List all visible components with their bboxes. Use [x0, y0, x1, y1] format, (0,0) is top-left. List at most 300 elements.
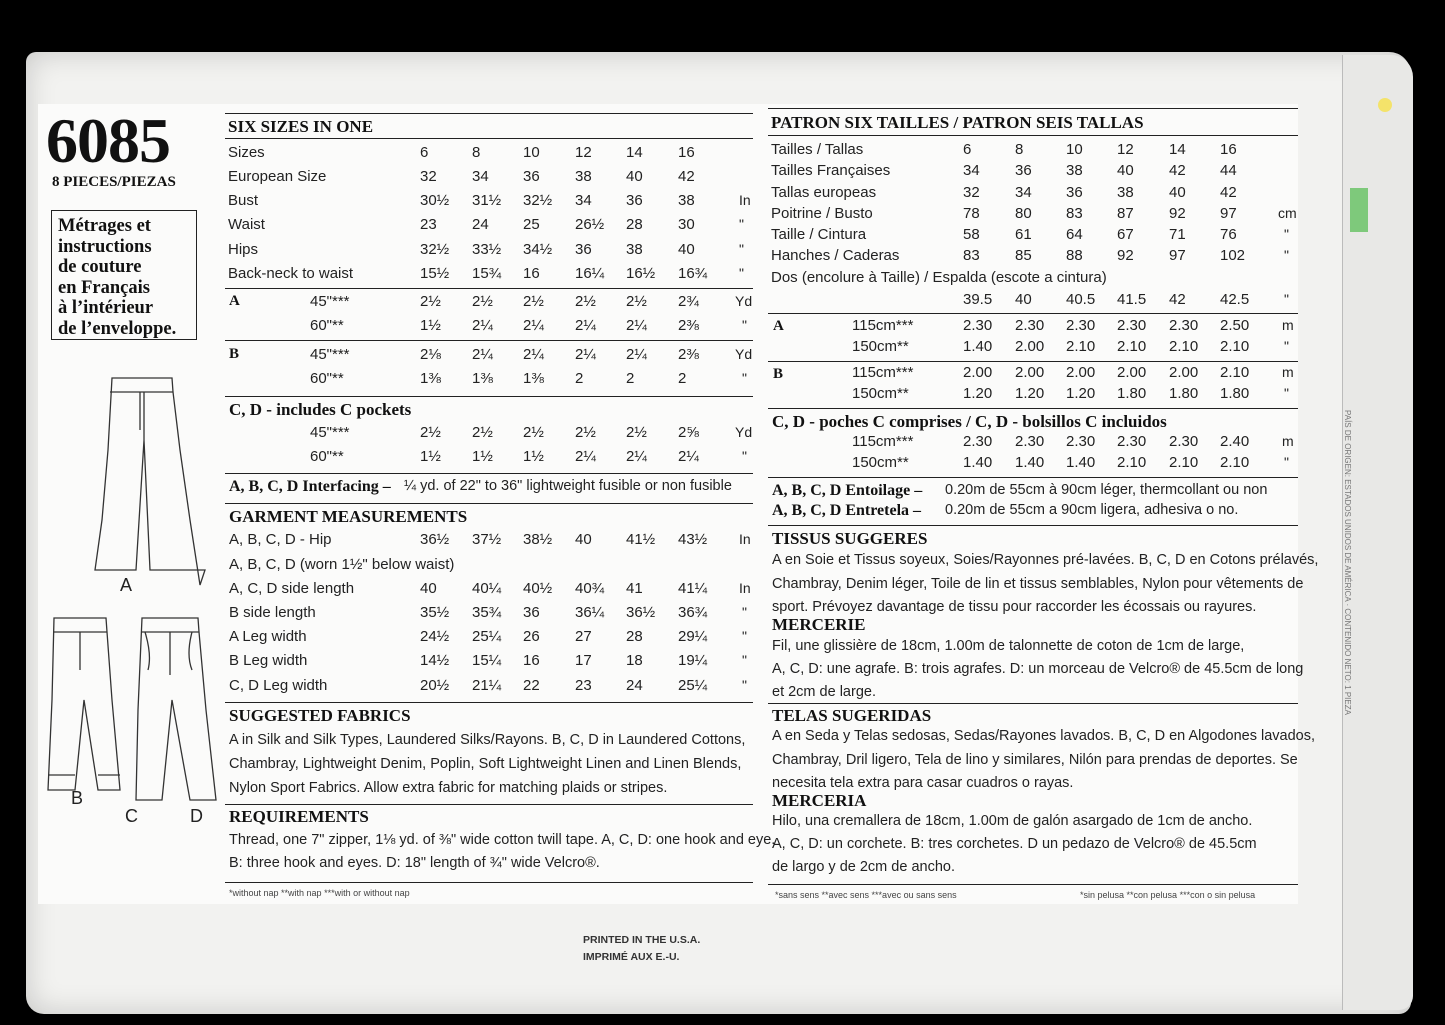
yardage-a-row-value: 2½ — [575, 293, 596, 310]
meter-cd-row-value: 2.30 — [963, 433, 993, 450]
size-row-value: 36 — [575, 241, 592, 258]
size-row-value: 24 — [472, 216, 489, 233]
meter-b-row-value: 1.20 — [1015, 385, 1045, 402]
size-row-value: 40 — [678, 241, 695, 258]
meter-b-row-value: 1.20 — [1066, 385, 1096, 402]
yardage-cd-row-unit: Yd — [735, 424, 753, 440]
requirements-line: Thread, one 7" zipper, 1⅛ yd. of ⅜" wide cotton twill tape. A, C, D: one hook and eye. — [229, 832, 776, 848]
view-label-d: D — [190, 806, 203, 826]
telas-line: A en Seda y Telas sedosas, Sedas/Rayones lavados. B, C, D en Algodones lavados, — [772, 728, 1316, 744]
pattern-number: 6085 — [46, 105, 170, 176]
section-rule — [768, 703, 1298, 704]
interfacing-text: ¼ yd. of 22" to 36" lightweight fusible or non fusible — [404, 478, 732, 494]
mercerie-title: MERCERIE — [772, 615, 866, 634]
taille-row-label: Hanches / Caderas — [771, 247, 900, 264]
garment-row-value: 18 — [626, 652, 643, 669]
size-row-value: 16¼ — [575, 265, 605, 282]
yardage-cd-row-value: 2½ — [575, 424, 596, 441]
taille-row-value: 10 — [1066, 141, 1083, 158]
meter-cd-row-value: 2.30 — [1169, 433, 1199, 450]
garment-row-label: A, B, C, D (worn 1½" below waist) — [229, 556, 455, 573]
sticker-dot — [1378, 98, 1392, 112]
fabrics-line: Nylon Sport Fabrics. Allow extra fabric for matching plaids or stripes. — [229, 780, 668, 796]
taille-row-value: 97 — [1220, 205, 1237, 222]
view-a-label: A — [229, 293, 240, 309]
size-row-label: Sizes — [228, 144, 265, 161]
view-b-drawing — [48, 618, 120, 790]
meter-a-row-value: 2.30 — [1117, 317, 1147, 334]
entoilage-title: A, B, C, D Entoilage – — [772, 482, 923, 499]
yardage-a-row-value: 2½ — [472, 293, 493, 310]
size-row-value: 6 — [420, 144, 429, 161]
view-label-c: C — [125, 806, 138, 826]
section-rule — [768, 477, 1298, 478]
meter-a-row-unit: m — [1282, 317, 1294, 333]
meter-a-row-label: 150cm** — [852, 338, 909, 355]
garment-row-value: 36¾ — [678, 604, 708, 621]
dos-value: 40.5 — [1066, 291, 1096, 308]
yardage-b-row-value: 2¼ — [575, 346, 596, 363]
section-rule — [225, 340, 753, 341]
section-rule — [225, 288, 753, 289]
taille-row-value: 38 — [1066, 162, 1083, 179]
meter-a-row-value: 2.30 — [1015, 317, 1045, 334]
size-row-value: 14 — [626, 144, 643, 161]
taille-row-value: 14 — [1169, 141, 1186, 158]
taille-row-value: 42 — [1169, 162, 1186, 179]
size-row-value: 16 — [678, 144, 695, 161]
size-row-unit: In — [739, 192, 751, 208]
meter-cd-row-label: 115cm*** — [852, 433, 914, 450]
meter-b-row-value: 1.80 — [1117, 385, 1147, 402]
mercerie-line: et 2cm de large. — [772, 684, 876, 700]
garment-row-value: 37½ — [472, 531, 502, 548]
merceria-line: A, C, D: un corchete. B: tres corchetes. D un pedazo de Velcro® de 45.5cm — [772, 836, 1257, 852]
french-line: de couture — [58, 257, 142, 277]
yardage-b-row-value: 2⅜ — [678, 346, 699, 363]
size-row-value: 28 — [626, 216, 643, 233]
taille-row-value: 12 — [1117, 141, 1134, 158]
section-rule — [225, 396, 753, 397]
taille-row-value: 34 — [963, 162, 980, 179]
meter-cd-row-value: 2.10 — [1169, 454, 1199, 471]
yardage-cd-row-value: 2¼ — [575, 448, 596, 465]
size-row-value: 32½ — [523, 192, 553, 209]
meter-b-row-value: 2.00 — [1117, 364, 1147, 381]
garment-row-value: 40 — [575, 531, 592, 548]
meter-cd-row-value: 1.40 — [1066, 454, 1096, 471]
dos-value: 41.5 — [1117, 291, 1147, 308]
size-row-unit: " — [739, 265, 744, 281]
view-cd-drawing — [136, 618, 216, 800]
garment-measurements-title: GARMENT MEASUREMENTS — [229, 507, 468, 526]
yardage-b-row-unit: " — [742, 370, 747, 386]
taille-row-value: 40 — [1117, 162, 1134, 179]
garment-row-value: 20½ — [420, 677, 450, 694]
taille-row-value: 6 — [963, 141, 972, 158]
meter-a-row-unit: " — [1284, 338, 1289, 354]
yardage-b-row-value: 1⅜ — [472, 370, 493, 387]
meter-cd-row-value: 2.10 — [1117, 454, 1147, 471]
tissus-title: TISSUS SUGGERES — [772, 529, 928, 548]
yardage-a-row-value: 2½ — [626, 293, 647, 310]
section-rule — [768, 313, 1298, 314]
meter-a-label: A — [773, 318, 784, 334]
dos-value: 42 — [1169, 291, 1186, 308]
yardage-b-row-label: 60"** — [310, 370, 344, 387]
garment-row-unit: " — [742, 652, 747, 668]
taille-row-value: 71 — [1169, 226, 1186, 243]
french-instructions-box — [51, 210, 197, 340]
size-row-value: 34½ — [523, 241, 553, 258]
yardage-cd-row-value: 1½ — [420, 448, 441, 465]
tissus-line: sport. Prévoyez davantage de tissu pour raccorder les écossais ou rayures. — [772, 599, 1257, 615]
garment-row-value: 41¼ — [678, 580, 708, 597]
yardage-a-row-value: 2¼ — [523, 317, 544, 334]
section-rule — [225, 473, 753, 474]
poches-title: C, D - poches C comprises / C, D - bolsillos C incluidos — [772, 412, 1167, 431]
garment-row-value: 29¼ — [678, 628, 708, 645]
garment-row-value: 40 — [420, 580, 437, 597]
yardage-a-row-label: 45"*** — [310, 293, 350, 310]
taille-row-value: 16 — [1220, 141, 1237, 158]
yardage-cd-row-value: 2½ — [523, 424, 544, 441]
taille-row-label: Tailles / Tallas — [771, 141, 864, 158]
taille-row-unit: cm — [1278, 205, 1297, 221]
yardage-cd-row-value: 1½ — [523, 448, 544, 465]
meter-b-label: B — [773, 366, 784, 382]
yardage-a-row-value: 2¼ — [626, 317, 647, 334]
merceria-line: Hilo, una cremallera de 18cm, 1.00m de galón asargado de 1cm de ancho. — [772, 813, 1253, 829]
garment-row-value: 28 — [626, 628, 643, 645]
six-sizes-title: SIX SIZES IN ONE — [228, 117, 374, 136]
french-line: instructions — [58, 236, 152, 257]
yardage-a-row-value: 1½ — [420, 317, 441, 334]
meter-cd-row-unit: " — [1284, 454, 1289, 470]
size-row-value: 38 — [678, 192, 695, 209]
meter-b-row-label: 115cm*** — [852, 364, 914, 381]
garment-row-value: 40½ — [523, 580, 553, 597]
fabrics-line: A in Silk and Silk Types, Laundered Silks/Rayons. B, C, D in Laundered Cottons, — [229, 732, 746, 748]
yardage-a-row-value: 2¾ — [678, 293, 699, 310]
meter-b-row-value: 2.10 — [1220, 364, 1250, 381]
meter-b-row-value: 2.00 — [963, 364, 993, 381]
meter-a-row-value: 2.10 — [1169, 338, 1199, 355]
dos-unit: " — [1284, 291, 1289, 307]
meter-a-row-value: 1.40 — [963, 338, 993, 355]
meter-a-row-value: 2.30 — [963, 317, 993, 334]
taille-row-value: 58 — [963, 226, 980, 243]
yardage-cd-row-value: 2¼ — [626, 448, 647, 465]
fabrics-line: Chambray, Lightweight Denim, Poplin, Soft Lightweight Linen and Linen Blends, — [229, 756, 742, 772]
size-row-value: 38 — [626, 241, 643, 258]
yardage-b-row-label: 45"*** — [310, 346, 350, 363]
meter-a-row-value: 2.30 — [1169, 317, 1199, 334]
size-row-value: 16 — [523, 265, 540, 282]
size-row-value: 34 — [575, 192, 592, 209]
taille-row-value: 36 — [1015, 162, 1032, 179]
yardage-cd-row-value: 2½ — [626, 424, 647, 441]
printed-line: PRINTED IN THE U.S.A. — [583, 934, 701, 946]
dos-value: 42.5 — [1220, 291, 1250, 308]
section-rule — [225, 138, 753, 139]
size-row-value: 16½ — [626, 265, 656, 282]
taille-row-label: Tallas europeas — [771, 184, 877, 201]
meter-a-row-value: 2.50 — [1220, 317, 1250, 334]
section-rule — [225, 804, 753, 805]
patron-title: PATRON SIX TAILLES / PATRON SEIS TALLAS — [771, 113, 1144, 132]
yardage-a-row-value: 2⅜ — [678, 317, 699, 334]
meter-cd-row-value: 1.40 — [1015, 454, 1045, 471]
garment-row-value: 40¾ — [575, 580, 605, 597]
view-label-a: A — [120, 575, 133, 595]
meter-cd-row-unit: m — [1282, 433, 1294, 449]
yardage-b-row-value: 2¼ — [472, 346, 493, 363]
pieces-count: 8 PIECES/PIEZAS — [52, 174, 176, 190]
meter-a-row-value: 2.10 — [1066, 338, 1096, 355]
meter-a-row-value: 2.30 — [1066, 317, 1096, 334]
size-row-label: Back-neck to waist — [228, 265, 354, 282]
french-line: à l’intérieur — [58, 298, 154, 318]
green-tab — [1350, 188, 1368, 232]
view-label-b: B — [71, 788, 84, 808]
meter-b-row-value: 1.20 — [963, 385, 993, 402]
size-row-value: 40 — [626, 168, 643, 185]
dos-value: 39.5 — [963, 291, 993, 308]
garment-row-unit: " — [742, 604, 747, 620]
size-row-value: 30 — [678, 216, 695, 233]
garment-row-label: A, C, D side length — [229, 580, 355, 597]
size-row-value: 38 — [575, 168, 592, 185]
taille-row-unit: " — [1284, 247, 1289, 263]
yardage-b-row-unit: Yd — [735, 346, 753, 362]
yardage-a-row-value: 2½ — [420, 293, 441, 310]
footnote-es: *sin pelusa **con pelusa ***con o sin pelusa — [1080, 890, 1256, 900]
meter-b-row-unit: m — [1282, 364, 1294, 380]
yardage-a-row-value: 2½ — [523, 293, 544, 310]
meter-cd-row-value: 2.30 — [1066, 433, 1096, 450]
size-row-value: 32 — [420, 168, 437, 185]
taille-row-value: 36 — [1066, 184, 1083, 201]
yardage-cd-row-label: 60"** — [310, 448, 344, 465]
meter-b-row-value: 2.00 — [1015, 364, 1045, 381]
garment-row-label: B Leg width — [229, 652, 308, 669]
taille-row-label: Taille / Cintura — [771, 226, 867, 243]
taille-row-value: 97 — [1169, 247, 1186, 264]
french-line: Métrages et — [58, 216, 151, 236]
size-row-label: Bust — [228, 192, 259, 209]
yardage-b-row-value: 2 — [575, 370, 584, 387]
taille-row-value: 67 — [1117, 226, 1134, 243]
taille-row-value: 64 — [1066, 226, 1083, 243]
garment-row-value: 43½ — [678, 531, 708, 548]
section-rule — [225, 113, 753, 114]
tissus-line: A en Soie et Tissus soyeux, Soies/Rayonnes pré-lavées. B, C, D en Cotons prélavés, — [772, 552, 1319, 568]
taille-row-value: 32 — [963, 184, 980, 201]
garment-row-value: 36 — [523, 604, 540, 621]
garment-row-value: 24 — [626, 677, 643, 694]
telas-line: necesita tela extra para casar cuadros o rayas. — [772, 775, 1074, 791]
garment-row-value: 27 — [575, 628, 592, 645]
meter-cd-row-value: 2.30 — [1117, 433, 1147, 450]
taille-row-value: 38 — [1117, 184, 1134, 201]
size-row-label: European Size — [228, 168, 327, 185]
section-rule — [225, 503, 753, 504]
garment-row-value: 38½ — [523, 531, 553, 548]
size-row-value: 12 — [575, 144, 592, 161]
garment-row-value: 23 — [575, 677, 592, 694]
suggested-fabrics-title: SUGGESTED FABRICS — [229, 706, 411, 725]
garment-row-value: 22 — [523, 677, 540, 694]
merceria-title: MERCERIA — [772, 791, 867, 810]
taille-row-value: 76 — [1220, 226, 1237, 243]
taille-row-value: 40 — [1169, 184, 1186, 201]
yardage-cd-row-unit: " — [742, 448, 747, 464]
yardage-cd-row-value: 2½ — [472, 424, 493, 441]
meter-a-row-value: 2.10 — [1117, 338, 1147, 355]
size-row-unit: " — [739, 241, 744, 257]
garment-row-unit: In — [739, 580, 751, 596]
taille-row-value: 78 — [963, 205, 980, 222]
yardage-b-row-value: 2¼ — [626, 346, 647, 363]
size-row-value: 34 — [472, 168, 489, 185]
telas-line: Chambray, Dril ligero, Tela de lino y similares, Nilón para prendas de deportes. Se — [772, 751, 1298, 768]
garment-row-value: 40¼ — [472, 580, 502, 597]
meter-a-row-label: 115cm*** — [852, 317, 914, 334]
garment-row-value: 14½ — [420, 652, 450, 669]
meter-b-row-label: 150cm** — [852, 385, 909, 402]
yardage-cd-row-label: 45"*** — [310, 424, 350, 441]
mercerie-line: A, C, D: une agrafe. B: trois agrafes. D: un morceau de Velcro® de 45.5cm de long — [772, 661, 1304, 677]
yardage-cd-row-value: 2½ — [420, 424, 441, 441]
size-row-unit: " — [739, 216, 744, 232]
mercerie-line: Fil, une glissière de 18cm, 1.00m de talonnette de coton de 1cm de large, — [772, 638, 1245, 654]
printed-line: IMPRIMÉ AUX E.-U. — [583, 951, 680, 963]
meter-b-row-value: 2.00 — [1066, 364, 1096, 381]
size-row-value: 10 — [523, 144, 540, 161]
size-row-value: 33½ — [472, 241, 502, 258]
view-a-drawing — [95, 378, 205, 585]
garment-row-value: 25¼ — [678, 677, 708, 694]
size-row-value: 36 — [523, 168, 540, 185]
yardage-a-row-unit: " — [742, 317, 747, 333]
meter-b-row-value: 1.80 — [1220, 385, 1250, 402]
french-line: en Français — [58, 277, 150, 298]
yardage-b-row-value: 2 — [626, 370, 635, 387]
taille-row-value: 34 — [1015, 184, 1032, 201]
size-row-label: Hips — [228, 241, 259, 258]
garment-row-value: 25¼ — [472, 628, 502, 645]
garment-row-value: 41½ — [626, 531, 656, 548]
garment-row-value: 41 — [626, 580, 643, 597]
taille-row-label: Poitrine / Busto — [771, 205, 873, 222]
meter-cd-row-value: 2.40 — [1220, 433, 1250, 450]
dos-label: Dos (encolure à Taille) / Espalda (escote a cintura) — [771, 269, 1107, 286]
garment-row-value: 15¼ — [472, 652, 502, 669]
taille-row-value: 80 — [1015, 205, 1032, 222]
garment-row-value: 16 — [523, 652, 540, 669]
edge-print: PAÍS DE ORIGEN: ESTADOS UNIDOS DE AMÉRICA · CONTENIDO NETO: 1 PIEZA — [1343, 410, 1352, 715]
size-row-value: 15½ — [420, 265, 450, 282]
garment-row-value: 26 — [523, 628, 540, 645]
taille-row-value: 87 — [1117, 205, 1134, 222]
section-rule — [768, 108, 1298, 109]
taille-row-value: 92 — [1169, 205, 1186, 222]
garment-row-value: 24½ — [420, 628, 450, 645]
size-row-value: 26½ — [575, 216, 605, 233]
french-line: de l’enveloppe. — [58, 318, 177, 339]
meter-cd-row-label: 150cm** — [852, 454, 909, 471]
taille-row-value: 88 — [1066, 247, 1083, 264]
garment-row-unit: " — [742, 677, 747, 693]
entretela-title: A, B, C, D Entretela – — [772, 502, 922, 519]
requirements-line: B: three hook and eyes. D: 18" length of ¾" wide Velcro®. — [229, 855, 600, 871]
taille-row-value: 61 — [1015, 226, 1032, 243]
taille-row-value: 92 — [1117, 247, 1134, 264]
garment-row-value: 36¼ — [575, 604, 605, 621]
requirements-title: REQUIREMENTS — [229, 807, 369, 826]
size-row-value: 42 — [678, 168, 695, 185]
taille-row-value: 83 — [963, 247, 980, 264]
meter-b-row-value: 2.00 — [1169, 364, 1199, 381]
section-rule — [768, 408, 1298, 409]
taille-row-unit: " — [1284, 226, 1289, 242]
taille-row-value: 102 — [1220, 247, 1246, 264]
section-rule — [225, 702, 753, 703]
size-row-value: 32½ — [420, 241, 450, 258]
section-rule — [768, 884, 1298, 885]
garment-row-value: 36½ — [420, 531, 450, 548]
garment-row-label: C, D Leg width — [229, 677, 328, 694]
taille-row-value: 42 — [1220, 184, 1237, 201]
yardage-cd-row-value: 1½ — [472, 448, 493, 465]
entretela-text: 0.20m de 55cm a 90cm ligera, adhesiva o no. — [945, 502, 1239, 518]
footnote-fr: *sans sens **avec sens ***avec ou sans sens — [775, 890, 957, 900]
garment-row-unit: " — [742, 628, 747, 644]
section-rule — [768, 525, 1298, 526]
size-row-value: 30½ — [420, 192, 450, 209]
section-rule — [225, 882, 753, 883]
yardage-b-row-value: 1⅜ — [420, 370, 441, 387]
yardage-b-row-value: 2¼ — [523, 346, 544, 363]
entoilage-text: 0.20m de 55cm à 90cm léger, thermcollant ou non — [945, 482, 1268, 498]
interfacing-title: A, B, C, D Interfacing – — [229, 478, 391, 495]
yardage-a-row-value: 2¼ — [575, 317, 596, 334]
garment-row-label: B side length — [229, 604, 316, 621]
footnote: *without nap **with nap ***with or without nap — [229, 888, 410, 898]
size-row-value: 23 — [420, 216, 437, 233]
size-row-value: 15¾ — [472, 265, 502, 282]
view-b-label: B — [229, 346, 240, 362]
taille-row-label: Tailles Françaises — [771, 162, 891, 179]
technical-drawings — [40, 370, 225, 830]
garment-row-value: 35¾ — [472, 604, 502, 621]
meter-b-row-unit: " — [1284, 385, 1289, 401]
yardage-cd-row-value: 2¼ — [678, 448, 699, 465]
size-row-value: 25 — [523, 216, 540, 233]
meter-a-row-value: 2.00 — [1015, 338, 1045, 355]
taille-row-value: 83 — [1066, 205, 1083, 222]
meter-cd-row-value: 1.40 — [963, 454, 993, 471]
section-rule — [768, 361, 1298, 362]
yardage-b-row-value: 2⅛ — [420, 346, 441, 363]
meter-cd-row-value: 2.30 — [1015, 433, 1045, 450]
yardage-a-row-value: 2¼ — [472, 317, 493, 334]
meter-cd-row-value: 2.10 — [1220, 454, 1250, 471]
garment-row-label: A, B, C, D - Hip — [229, 531, 332, 548]
garment-row-unit: In — [739, 531, 751, 547]
yardage-b-row-value: 1⅜ — [523, 370, 544, 387]
